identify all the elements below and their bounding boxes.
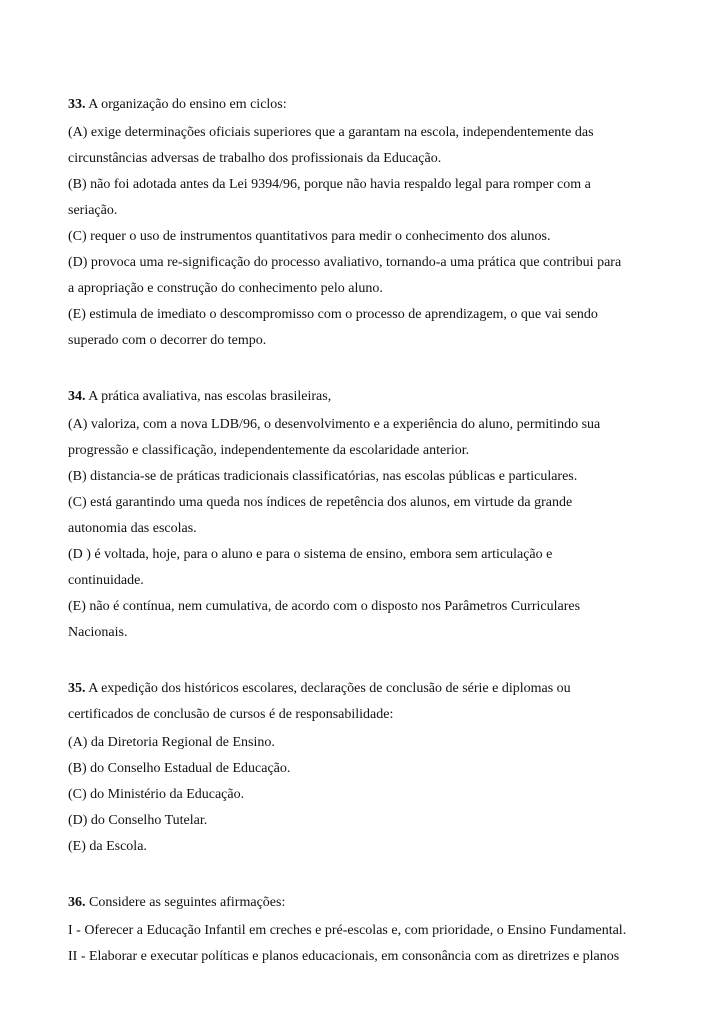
question-stem-line (68, 384, 668, 410)
answer-option (68, 224, 668, 250)
answer-option-line: (E) não é contínua, nem cumulativa, de acordo com o disposto nos Parâmetros Curriculares (68, 599, 581, 614)
question-stem-line (68, 702, 668, 728)
question-stem-text: A expedição dos históricos escolares, declarações de conclusão de série e diplomas ou (88, 681, 571, 696)
answer-option (68, 172, 668, 224)
answer-option-line: II - Elaborar e executar políticas e planos educacionais, em consonância com as diretrizes e planos (68, 949, 620, 964)
answer-option-line: (C) requer o uso de instrumentos quantitativos para medir o conhecimento dos alunos. (68, 229, 551, 244)
question-spacer (68, 354, 668, 384)
answer-option-line: seriação. (68, 203, 118, 218)
document-page (68, 92, 668, 970)
answer-option-line: (A) exige determinações oficiais superiores que a garantam na escola, independentemente das (68, 125, 594, 140)
answer-option-line: (B) distancia-se de práticas tradicionais classificatórias, nas escolas públicas e particulares. (68, 469, 578, 484)
question-spacer (68, 646, 668, 676)
answer-option (68, 918, 668, 944)
answer-option-line: (E) estimula de imediato o descompromisso com o processo de aprendizagem, o que vai sendo (68, 307, 598, 322)
question-stem-text: certificados de conclusão de cursos é de responsabilidade: (68, 707, 394, 722)
answer-option-line: (D) do Conselho Tutelar. (68, 813, 208, 828)
question-block (68, 676, 668, 860)
answer-option-line: I - Oferecer a Educação Infantil em creches e pré-escolas e, com prioridade, o Ensino Fundamental. (68, 923, 627, 938)
answer-option-line: continuidade. (68, 573, 144, 588)
question-stem-text: Considere as seguintes afirmações: (89, 895, 286, 910)
answer-option-line: progressão e classificação, independentemente da escolaridade anterior. (68, 443, 470, 458)
answer-option-line: (B) não foi adotada antes da Lei 9394/96, porque não havia respaldo legal para romper com a (68, 177, 591, 192)
question-block (68, 92, 668, 354)
answer-option-line: superado com o decorrer do tempo. (68, 333, 267, 348)
answer-option (68, 756, 668, 782)
question-block (68, 384, 668, 646)
question-stem-line (68, 676, 668, 702)
answer-option (68, 730, 668, 756)
answer-option (68, 594, 668, 646)
answer-option (68, 834, 668, 860)
answer-option-line: (D) provoca uma re-significação do processo avaliativo, tornando-a uma prática que contribui para (68, 255, 622, 270)
answer-option (68, 782, 668, 808)
answer-option-line: (C) está garantindo uma queda nos índices de repetência dos alunos, em virtude da grande (68, 495, 573, 510)
answer-option (68, 464, 668, 490)
answer-option (68, 302, 668, 354)
answer-option (68, 808, 668, 834)
question-stem-line (68, 890, 668, 916)
question-stem (68, 384, 668, 410)
question-number: 36. (68, 895, 86, 910)
answer-option (68, 490, 668, 542)
question-stem (68, 890, 668, 916)
answer-option-line: (D ) é voltada, hoje, para o aluno e para o sistema de ensino, embora sem articulação e (68, 547, 553, 562)
question-block (68, 890, 668, 970)
question-stem (68, 676, 668, 728)
answer-option-line: (C) do Ministério da Educação. (68, 787, 245, 802)
answer-option-line: (B) do Conselho Estadual de Educação. (68, 761, 291, 776)
question-number: 34. (68, 389, 86, 404)
question-stem-text: A prática avaliativa, nas escolas brasileiras, (88, 389, 332, 404)
answer-option-line: Nacionais. (68, 625, 128, 640)
answer-option (68, 250, 668, 302)
answer-option-line: (A) da Diretoria Regional de Ensino. (68, 735, 275, 750)
answer-option-line: a apropriação e construção do conhecimento pelo aluno. (68, 281, 383, 296)
question-stem-line (68, 92, 668, 118)
answer-option (68, 944, 668, 970)
question-stem-text: A organização do ensino em ciclos: (88, 97, 287, 112)
answer-option (68, 542, 668, 594)
answer-option-line: autonomia das escolas. (68, 521, 197, 536)
answer-option (68, 120, 668, 172)
answer-option (68, 412, 668, 464)
question-number: 33. (68, 97, 86, 112)
question-spacer (68, 860, 668, 890)
answer-option-line: (A) valoriza, com a nova LDB/96, o desenvolvimento e a experiência do aluno, permitindo sua (68, 417, 601, 432)
answer-option-line: circunstâncias adversas de trabalho dos profissionais da Educação. (68, 151, 442, 166)
question-number: 35. (68, 681, 86, 696)
question-stem (68, 92, 668, 118)
answer-option-line: (E) da Escola. (68, 839, 147, 854)
